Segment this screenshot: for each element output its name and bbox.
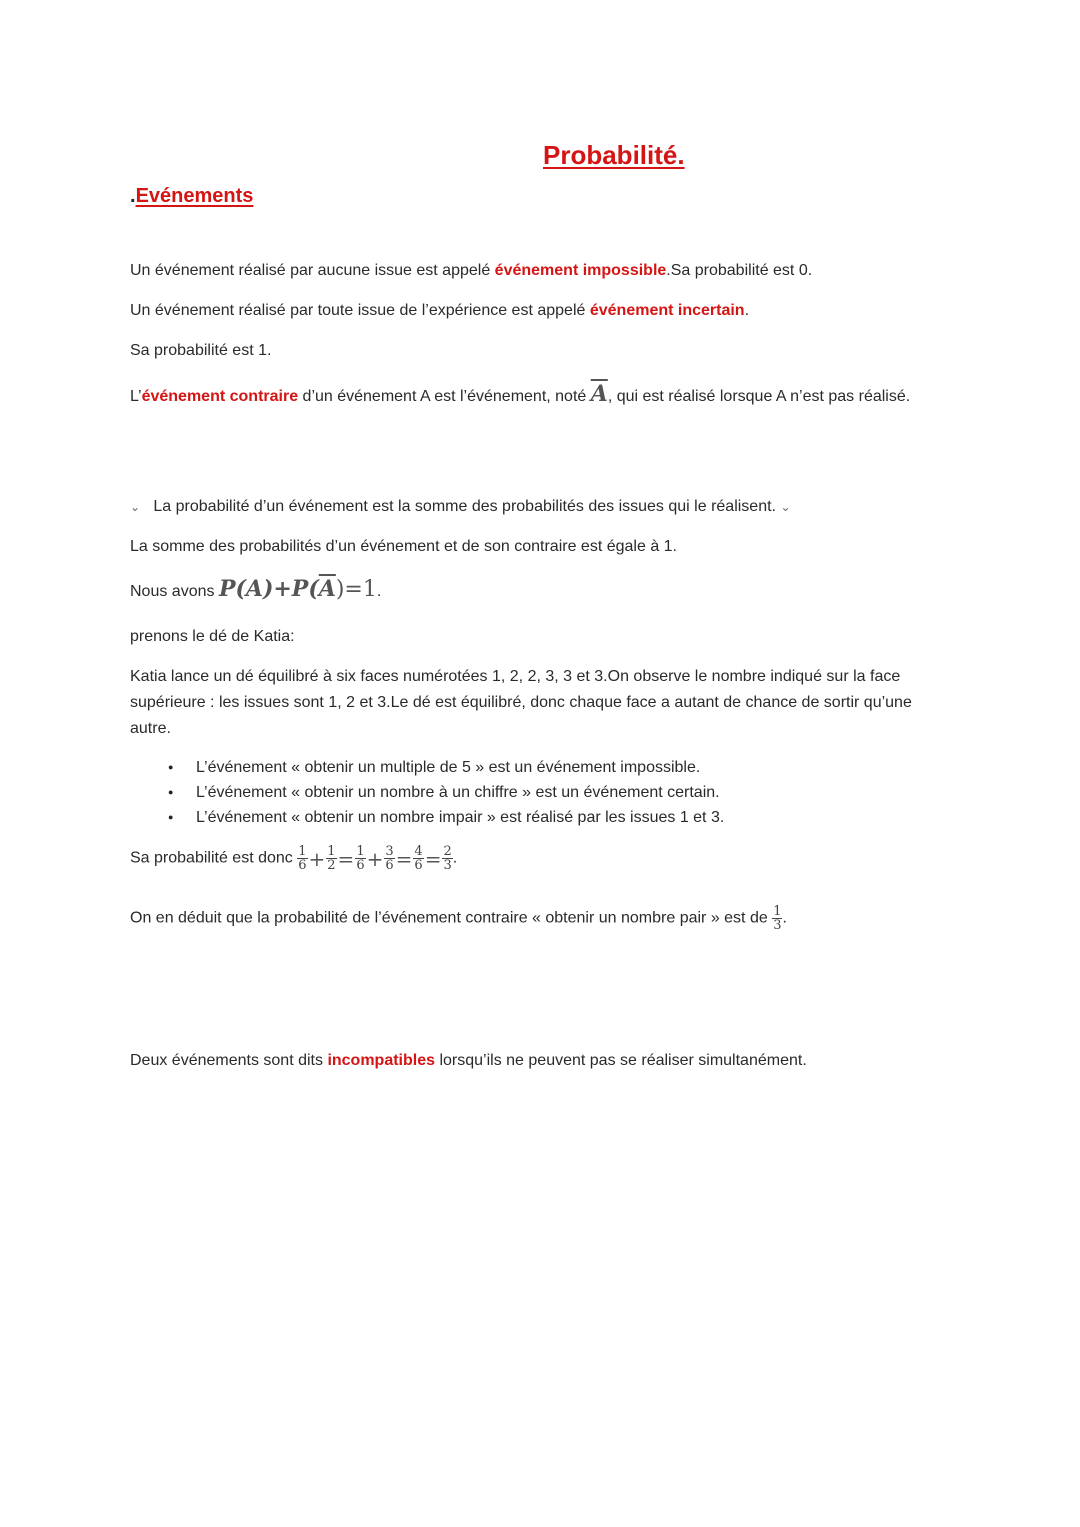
text: On en déduit que la probabilité de l’événement contraire « obtenir un nombre pair » est de	[130, 909, 773, 927]
section-label: Evénements	[135, 185, 254, 207]
text: d’un événement A est l’événement, noté	[298, 388, 591, 405]
text: lorsqu’ils ne peuvent pas se réaliser simultanément.	[435, 1052, 807, 1069]
numerator: 1	[773, 904, 782, 919]
denominator: 2	[327, 858, 336, 873]
paragraph-katia-description: Katia lance un dé équilibré à six faces numérotées 1, 2, 2, 3, 3 et 3.On observe le nombre indiqué sur la face supérieure : les issues sont 1, 2 et 3.Le dé est équilibré, donc chaque face a autant de chance de sortir qu’une autre.	[130, 668, 912, 737]
numerator: 4	[414, 844, 423, 859]
list-item: ● L’événement « obtenir un multiple de 5 » est un événement impossible.	[168, 755, 724, 780]
text: Un événement réalisé par toute issue de l’expérience est appelé	[130, 302, 590, 319]
text: L’	[130, 388, 142, 405]
numerator: 1	[356, 844, 365, 859]
section-heading	[130, 185, 253, 208]
fraction	[442, 845, 452, 872]
fraction	[772, 905, 782, 932]
text: .Sa probabilité est 0.	[666, 262, 813, 279]
chevron-down-icon: ⌄	[130, 500, 141, 514]
numerator: 3	[385, 844, 394, 859]
paragraph-sum-contraire: La somme des probabilités d’un événement et de son contraire est égale à 1.	[130, 538, 677, 555]
fraction	[384, 845, 394, 872]
term-impossible: événement impossible	[494, 262, 667, 279]
text: Sa probabilité est donc	[130, 849, 298, 867]
paragraph-contraire	[130, 381, 940, 410]
text: .	[744, 302, 750, 319]
operator: =	[395, 846, 413, 871]
paragraph-contraire-result	[130, 905, 787, 932]
text: Nous avons	[130, 583, 219, 600]
text: .	[452, 849, 458, 867]
term-incompatibles: incompatibles	[327, 1052, 436, 1069]
denominator: 6	[385, 858, 394, 873]
paragraph-incertain	[130, 298, 749, 324]
numerator: 1	[327, 844, 336, 859]
paragraph-formula	[130, 576, 381, 605]
fraction	[326, 845, 336, 872]
fraction	[355, 845, 365, 872]
denominator: 3	[773, 918, 782, 933]
denominator: 6	[298, 858, 307, 873]
complement-symbol: $\overline{A}$	[590, 381, 608, 407]
section-prefix: .	[130, 185, 136, 207]
paragraph-probability-one: Sa probabilité est 1.	[130, 342, 272, 359]
paragraph-katia-intro: prenons le dé de Katia:	[130, 628, 295, 645]
operator: =	[337, 846, 355, 871]
denominator: 6	[414, 858, 423, 873]
term-contraire: événement contraire	[141, 388, 299, 405]
denominator: 3	[443, 858, 452, 873]
operator: +	[308, 846, 326, 871]
page-title: Probabilité.	[543, 140, 685, 170]
text: Deux événements sont dits	[130, 1052, 328, 1069]
formula-part: )=1	[335, 577, 377, 602]
event-list	[168, 755, 724, 830]
term-incertain: événement incertain	[589, 302, 745, 319]
operator: =	[424, 846, 442, 871]
formula-part: P(A)+P(	[218, 576, 319, 602]
numerator: 2	[443, 844, 452, 859]
paragraph-impossible	[130, 258, 812, 284]
denominator: 6	[356, 858, 365, 873]
text: .	[782, 909, 787, 927]
chevron-down-icon: ⌄	[780, 500, 791, 514]
numerator: 1	[298, 844, 307, 859]
list-item: ● L’événement « obtenir un nombre impair » est réalisé par les issues 1 et 3.	[168, 805, 724, 830]
paragraph-probability-result	[130, 845, 457, 872]
text: La probabilité d’un événement est la somme des probabilités des issues qui le réalisent.	[153, 498, 776, 516]
fraction	[413, 845, 423, 872]
formula	[219, 576, 377, 602]
fraction	[297, 845, 307, 872]
formula-complement: $\overline{A}$	[318, 576, 336, 602]
paragraph-sum-issues	[130, 494, 791, 520]
text: Un événement réalisé par aucune issue est appelé	[130, 262, 495, 279]
text: .	[376, 583, 382, 600]
text: , qui est réalisé lorsque A n’est pas réalisé.	[607, 388, 911, 405]
operator: +	[366, 846, 384, 871]
list-item: ● L’événement « obtenir un nombre à un chiffre » est un événement certain.	[168, 780, 724, 805]
paragraph-incompatibles	[130, 1048, 807, 1074]
